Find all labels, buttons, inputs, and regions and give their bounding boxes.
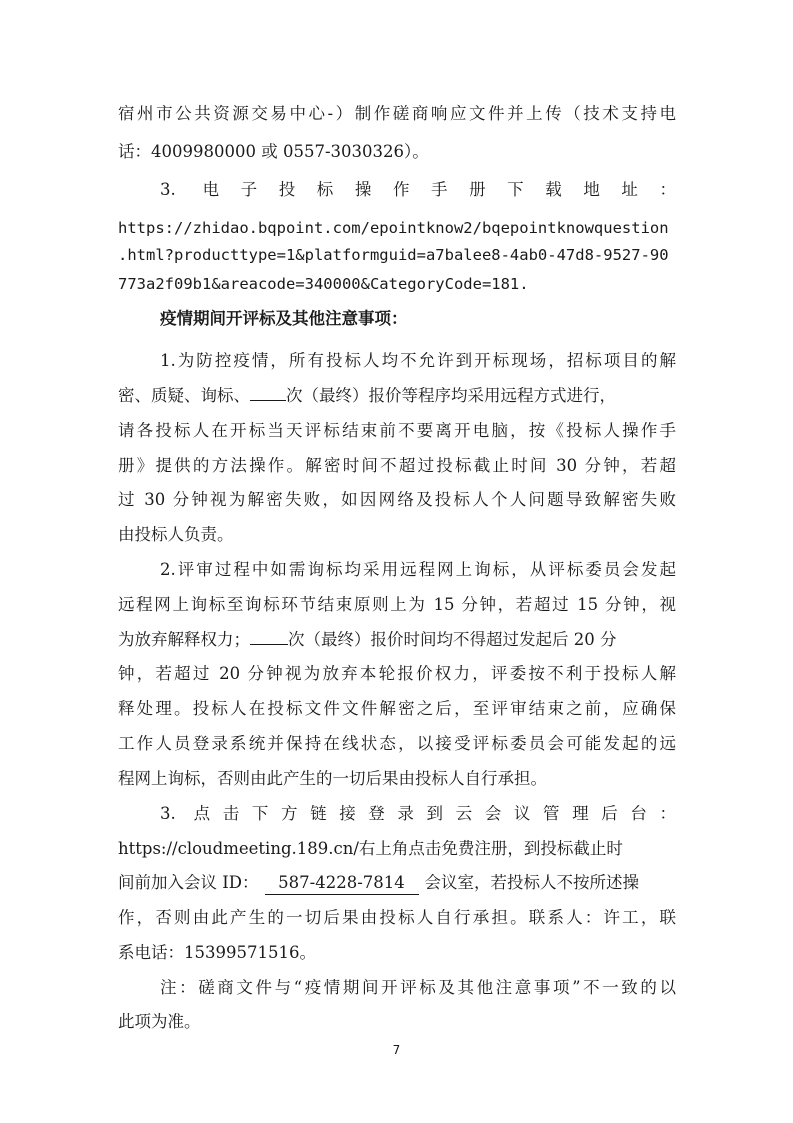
paragraph-line: 话：4009980000 或 0557-3030326）。: [118, 142, 429, 161]
cloudmeeting-link-line[interactable]: https://cloudmeeting.189.cn/右上角点击免费注册，到投标截止时: [118, 839, 623, 858]
meeting-id: 587-4228-7814: [265, 872, 419, 895]
text-fragment: 密、质疑、询标、: [118, 386, 250, 405]
text-fragment: 次（最终）报价等程序均采用远程方式进行，: [286, 386, 616, 405]
paragraph-line: 程网上询标，否则由此产生的一切后果由投标人自行承担。: [118, 769, 547, 788]
text-fragment: 为放弃解释权力；: [118, 630, 250, 649]
note-line: 此项为准。: [118, 1012, 201, 1031]
paragraph-line: 3. 点击下方链接登录到云会议管理后台：: [160, 804, 676, 823]
paragraph-line: [118, 872, 639, 895]
note-line: 注：磋商文件与“疫情期间开评标及其他注意事项”不一致的以: [160, 978, 676, 997]
paragraph-line: 1.为防控疫情，所有投标人均不允许到开标现场，招标项目的解: [160, 351, 676, 370]
manual-download-link[interactable]: https://zhidao.bqpoint.com/epointknow2/bqepointknowquestion: [118, 219, 669, 237]
paragraph-line: 2.评审过程中如需询标均采用远程网上询标，从评标委员会发起: [160, 560, 676, 579]
paragraph-line: 由投标人负责。: [118, 525, 234, 544]
text-fragment: 会议室，若投标人不按所述操: [424, 873, 639, 892]
paragraph-line: [118, 385, 616, 407]
paragraph-line: 作，否则由此产生的一切后果由投标人自行承担。联系人：许工，联: [118, 908, 676, 927]
manual-download-label: 3. 电子投标操作手册下载地址：: [160, 180, 676, 199]
paragraph-line: 请各投标人在开标当天评标结束前不要离开电脑，按《投标人操作手: [118, 421, 676, 440]
text-fragment: 间前加入会议 ID：: [118, 873, 259, 892]
paragraph-line: 钟，若超过 20 分钟视为放弃本轮报价权力，评委按不利于投标人解: [118, 664, 676, 683]
paragraph-line: [118, 629, 617, 651]
paragraph-line: 过 30 分钟视为解密失败，如因网络及投标人个人问题导致解密失败: [118, 490, 676, 509]
blank-underline: [250, 400, 286, 401]
section-heading: 疫情期间开评标及其他注意事项：: [160, 309, 408, 328]
manual-download-link[interactable]: 773a2f09b1&areacode=340000&CategoryCode=181.: [118, 275, 529, 293]
paragraph-line: 系电话：15399571516。: [118, 943, 316, 962]
paragraph-line: 工作人员登录系统并保持在线状态，以接受评标委员会可能发起的远: [118, 734, 676, 753]
paragraph-line: 释处理。投标人在投标文件文件解密之后，至评审结束之前，应确保: [118, 699, 676, 718]
page-number: 7: [392, 1043, 401, 1057]
text-fragment: 次（最终）报价时间均不得超过发起后 20 分: [288, 630, 617, 649]
paragraph-line: 远程网上询标至询标环节结束原则上为 15 分钟，若超过 15 分钟，视: [118, 595, 676, 614]
blank-underline: [250, 644, 288, 645]
paragraph-line: 册》提供的方法操作。解密时间不超过投标截止时间 30 分钟，若超: [118, 456, 676, 475]
paragraph-line: 宿州市公共资源交易中心-）制作磋商响应文件并上传（技术支持电: [118, 104, 676, 123]
manual-download-link[interactable]: .html?producttype=1&platformguid=a7balee8-4ab0-47d8-9527-90: [118, 246, 669, 264]
